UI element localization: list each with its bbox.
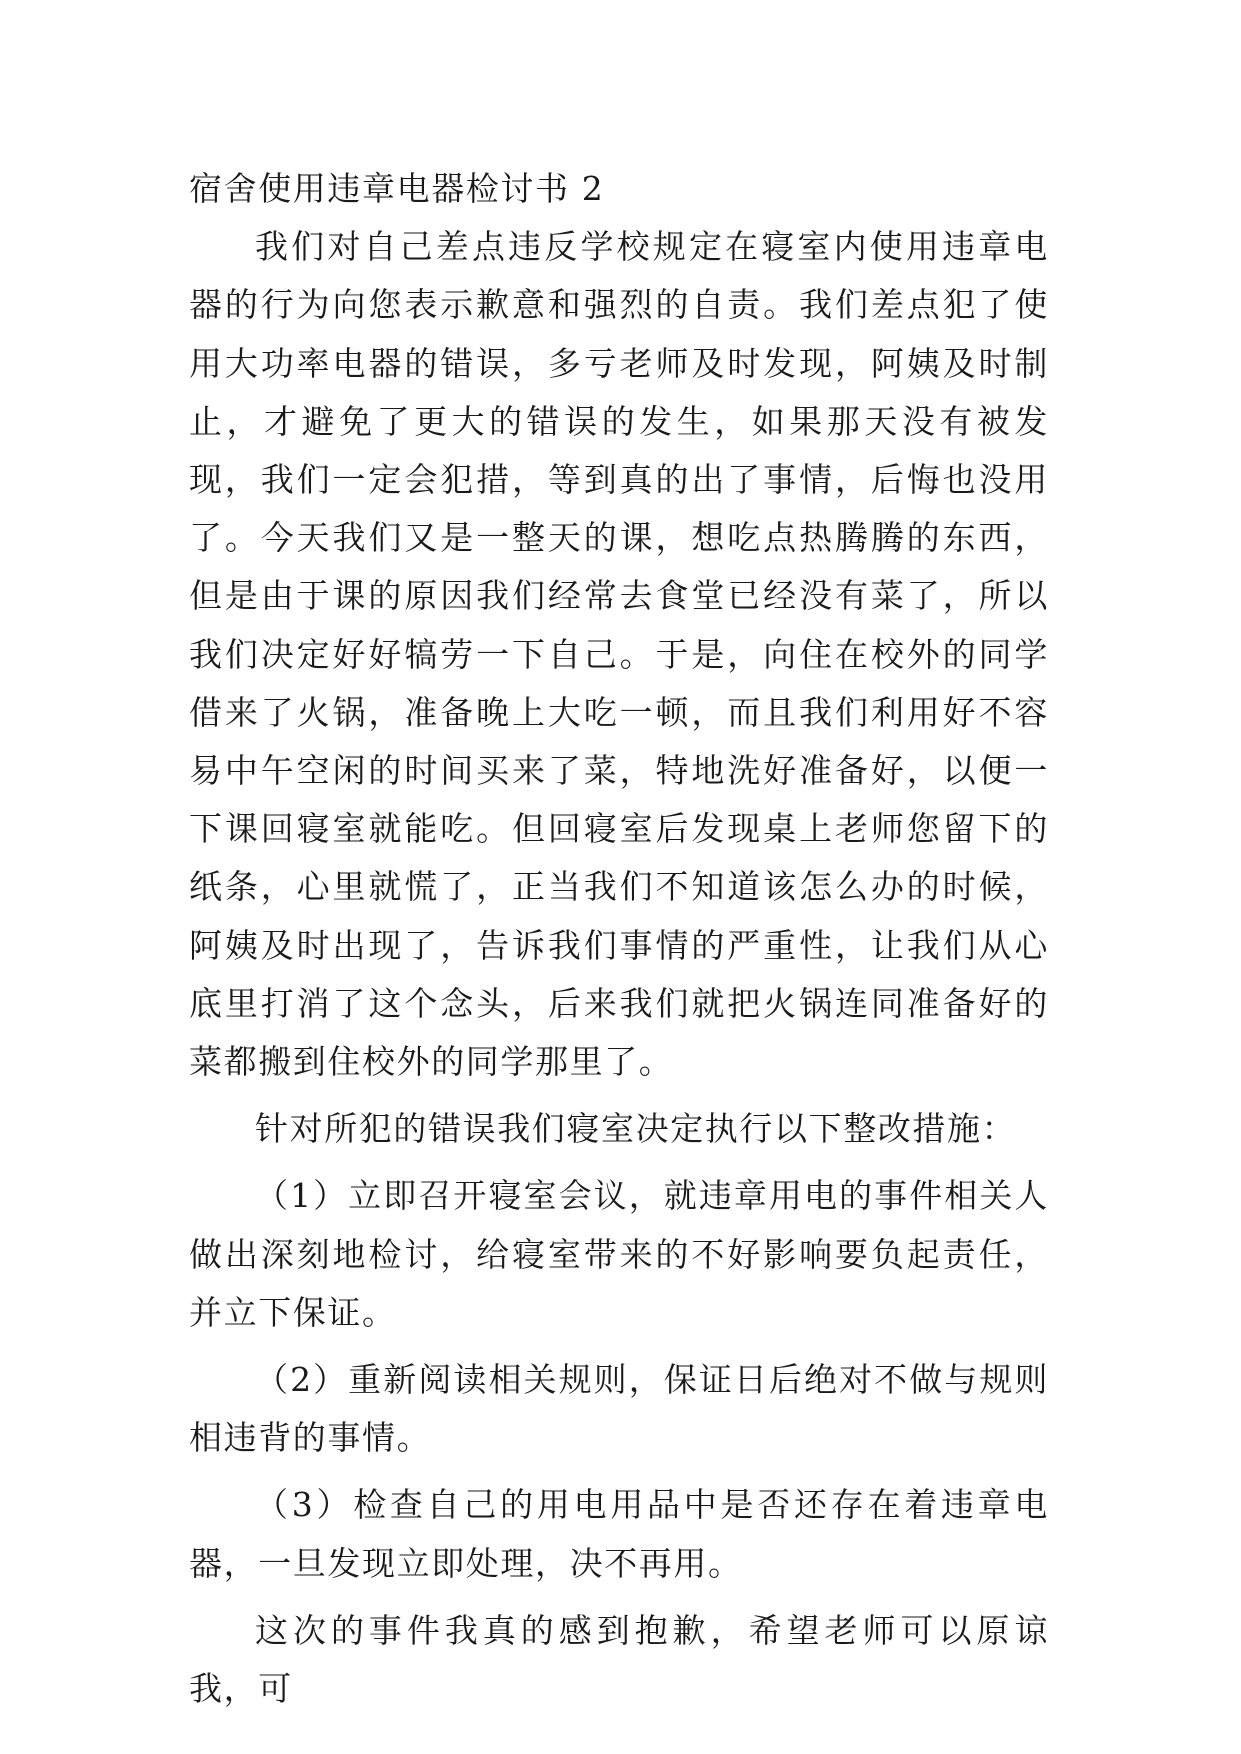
paragraph-measure-2: （2）重新阅读相关规则，保证日后绝对不做与规则相违背的事情。 — [189, 1360, 1049, 1458]
document-body — [189, 160, 1049, 1718]
paragraph-apology: 这次的事件我真的感到抱歉，希望老师可以原谅我，可 — [189, 1610, 1049, 1709]
paragraph-incident: 我们对自己差点违反学校规定在寝室内使用违章电器的行为向您表示歉意和强烈的自责。我们差点犯了使用大功率电器的错误，多亏老师及时发现，阿姨及时制止，才避免了更大的错误的发生，如果那天没有被发现，我们一定会犯措，等到真的出了事情，后悔也没用了。今天我们又是一整天的课，想吃点热腾腾的东西，但是由于课的原因我们经常去食堂已经没有菜了，所以我们决定好好犒劳一下自己。于是，向住在校外的同学借来了火锅，准备晚上大吃一顿，而且我们利用好不容易中午空闲的时间买来了菜，特地洗好准备好，以便一下课回寝室就能吃。但回寝室后发现桌上老师您留下的纸条，心里就慌了，正当我们不知道该怎么办的时候，阿姨及时出现了，告诉我们事情的严重性，让我们从心底里打消了这个念头，后来我们就把火锅连同准备好的菜都搬到住校外的同学那里了。 — [189, 227, 1049, 1082]
document-title: 宿舍使用违章电器检讨书 2 — [189, 169, 605, 208]
paragraph-measure-3: （3）检查自己的用电用品中是否还存在着违章电器，一旦发现立即处理，决不再用。 — [189, 1485, 1049, 1583]
paragraph-measure-1: （1）立即召开寝室会议，就违章用电的事件相关人做出深刻地检讨，给寝室带来的不好影响要负起责任，并立下保证。 — [189, 1176, 1049, 1332]
paragraph-measures-intro: 针对所犯的错误我们寝室决定执行以下整改措施： — [255, 1109, 1017, 1149]
